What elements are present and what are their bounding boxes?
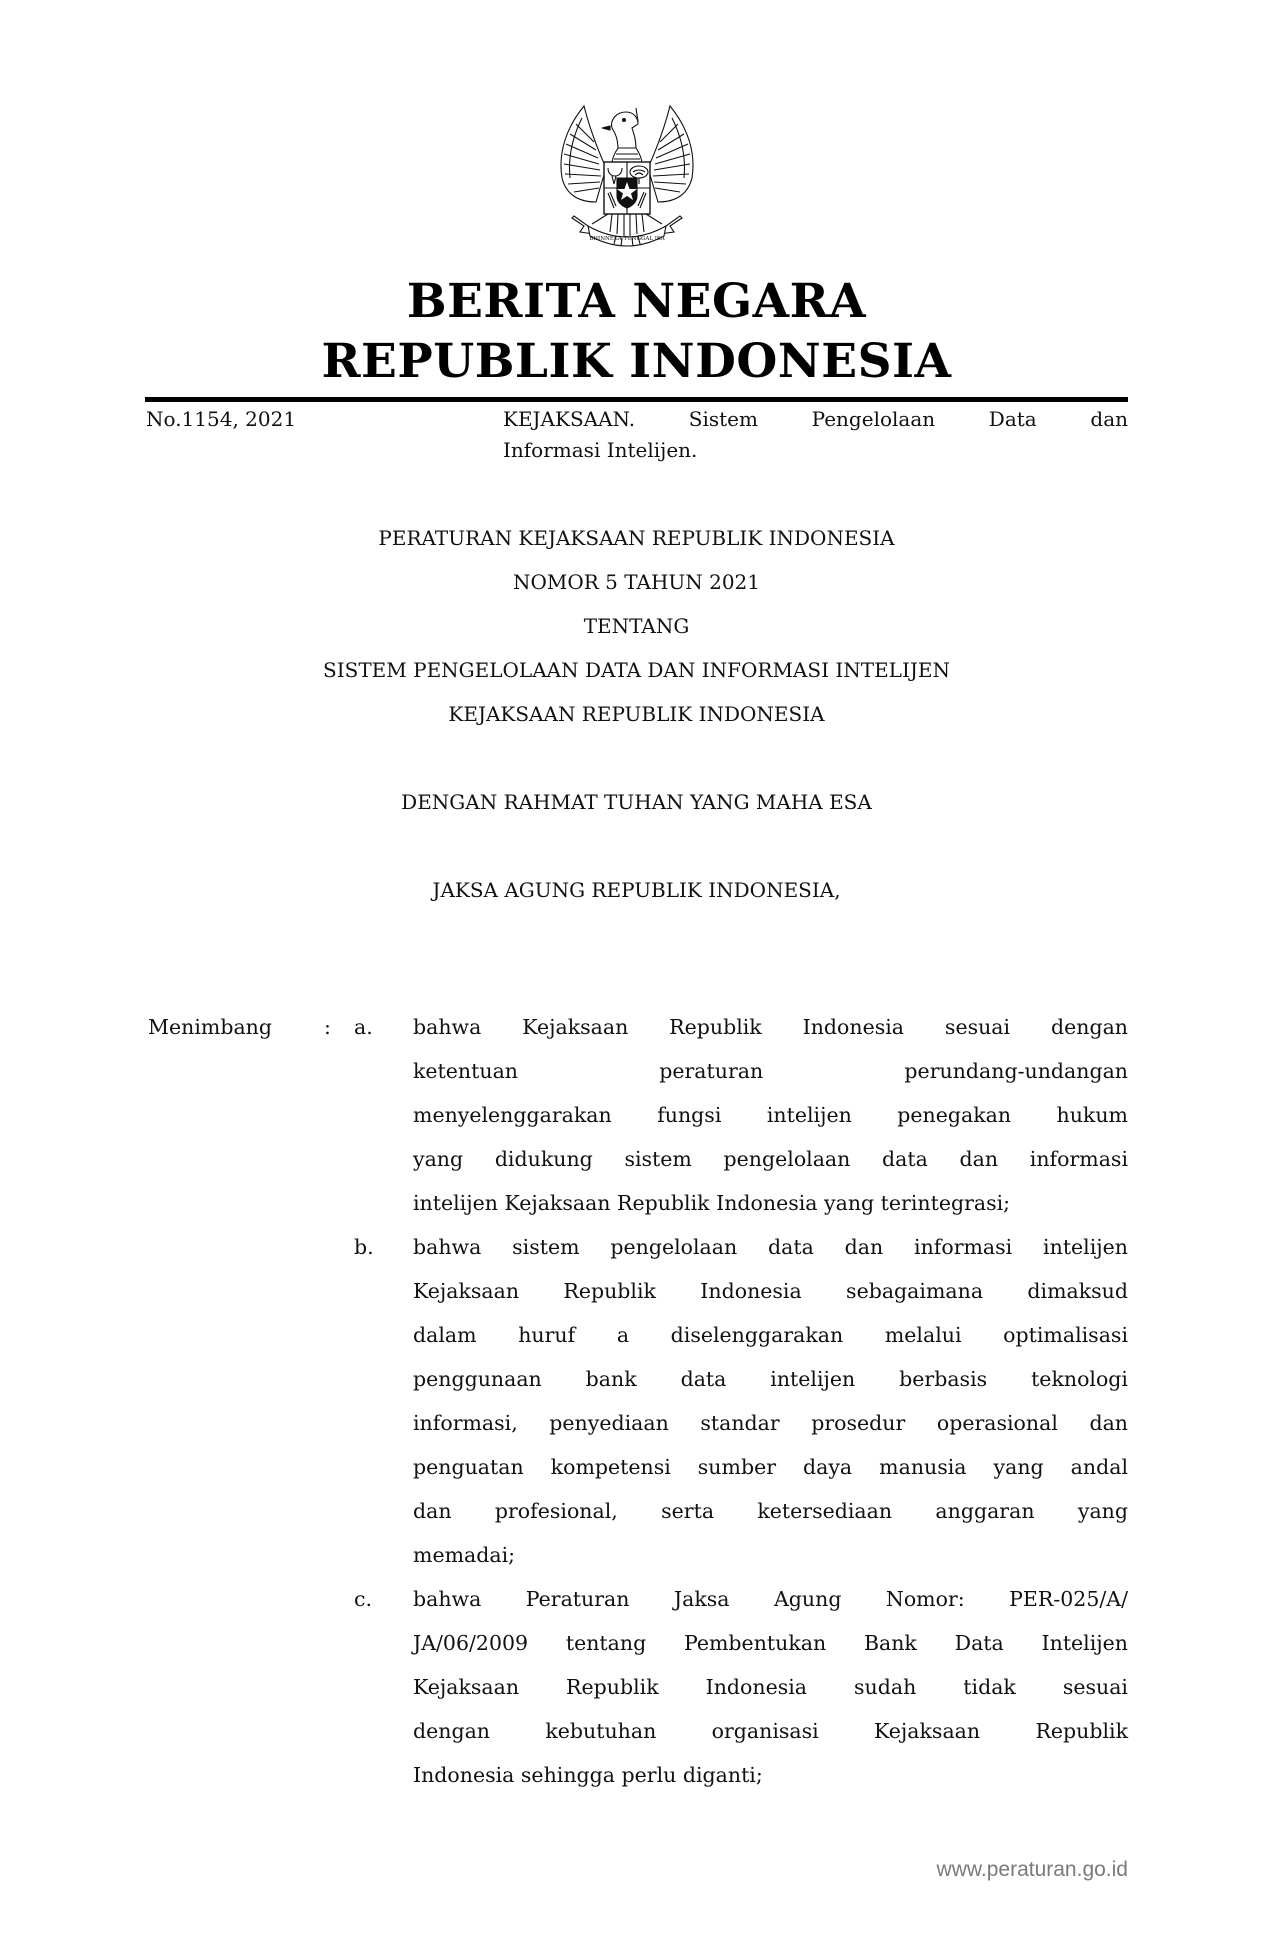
item-line: Indonesia sehingga perlu diganti; — [413, 1763, 763, 1787]
item-line: yang didukung sistem pengelolaan data dan informasi — [413, 1147, 1128, 1171]
masthead-title: BERITA NEGARA — [406, 274, 867, 329]
item-line: Kejaksaan Republik Indonesia sebagaimana dimaksud — [413, 1279, 1128, 1303]
item-line: JA/06/2009 tentang Pembentukan Bank Data Intelijen — [413, 1631, 1128, 1655]
issue-description — [503, 404, 1128, 466]
item-line: ketentuan peraturan perundang-undangan — [413, 1059, 1128, 1083]
issue-description-line: KEJAKSAAN. Sistem Pengelolaan Data dan — [503, 407, 1128, 431]
considering-item-c — [146, 1577, 1128, 1797]
regulation-title: PERATURAN KEJAKSAAN REPUBLIK INDONESIA — [378, 526, 895, 550]
item-marker: b. — [354, 1235, 374, 1259]
item-line: intelijen Kejaksaan Republik Indonesia yang terintegrasi; — [413, 1191, 1011, 1215]
item-line: dengan kebutuhan organisasi Kejaksaan Republik — [413, 1719, 1128, 1743]
item-marker: c. — [354, 1587, 372, 1611]
considering-label: Menimbang — [148, 1015, 272, 1039]
regulation-number: NOMOR 5 TAHUN 2021 — [512, 570, 760, 594]
regulation-subject-line2: KEJAKSAAN REPUBLIK INDONESIA — [448, 702, 825, 726]
issue-description-line: Informasi Intelijen. — [503, 438, 698, 462]
item-body — [413, 1005, 1128, 1225]
invocation: DENGAN RAHMAT TUHAN YANG MAHA ESA — [401, 790, 872, 814]
issue-number: No.1154, 2021 — [146, 407, 297, 431]
masthead-divider — [145, 397, 1128, 402]
considering-item-b — [146, 1225, 1128, 1577]
authority: JAKSA AGUNG REPUBLIK INDONESIA, — [432, 878, 841, 902]
regulation-about: TENTANG — [583, 614, 690, 638]
item-line: Kejaksaan Republik Indonesia sudah tidak sesuai — [413, 1675, 1128, 1699]
considering-item-a — [146, 1005, 1128, 1225]
item-line: informasi, penyediaan standar prosedur operasional dan — [413, 1411, 1128, 1435]
item-line: menyelenggarakan fungsi intelijen penegakan hukum — [413, 1103, 1128, 1127]
item-line: penguatan kompetensi sumber daya manusia yang andal — [413, 1455, 1128, 1479]
item-line: dan profesional, serta ketersediaan anggaran yang — [413, 1499, 1128, 1523]
item-line: bahwa Kejaksaan Republik Indonesia sesuai dengan — [413, 1015, 1128, 1039]
item-line: penggunaan bank data intelijen berbasis teknologi — [413, 1367, 1128, 1391]
item-line: dalam huruf a diselenggarakan melalui optimalisasi — [413, 1323, 1128, 1347]
regulation-subject-line1: SISTEM PENGELOLAAN DATA DAN INFORMASI INTELIJEN — [323, 658, 950, 682]
item-marker: a. — [354, 1015, 373, 1039]
item-line: bahwa Peraturan Jaksa Agung Nomor: PER-025/A/ — [413, 1587, 1128, 1611]
masthead-subtitle: REPUBLIK INDONESIA — [321, 334, 952, 389]
garuda-pancasila-emblem-icon — [552, 98, 702, 253]
item-line: memadai; — [413, 1543, 516, 1567]
svg-text:BHINNEKA TUNGGAL IKA: BHINNEKA TUNGGAL IKA — [589, 236, 665, 242]
item-body — [413, 1577, 1128, 1797]
item-line: bahwa sistem pengelolaan data dan informasi intelijen — [413, 1235, 1128, 1259]
footer-website-link[interactable]: www.peraturan.go.id — [936, 1858, 1128, 1881]
considering-section — [146, 1005, 1128, 1797]
considering-colon: : — [324, 1015, 331, 1039]
item-body — [413, 1225, 1128, 1577]
